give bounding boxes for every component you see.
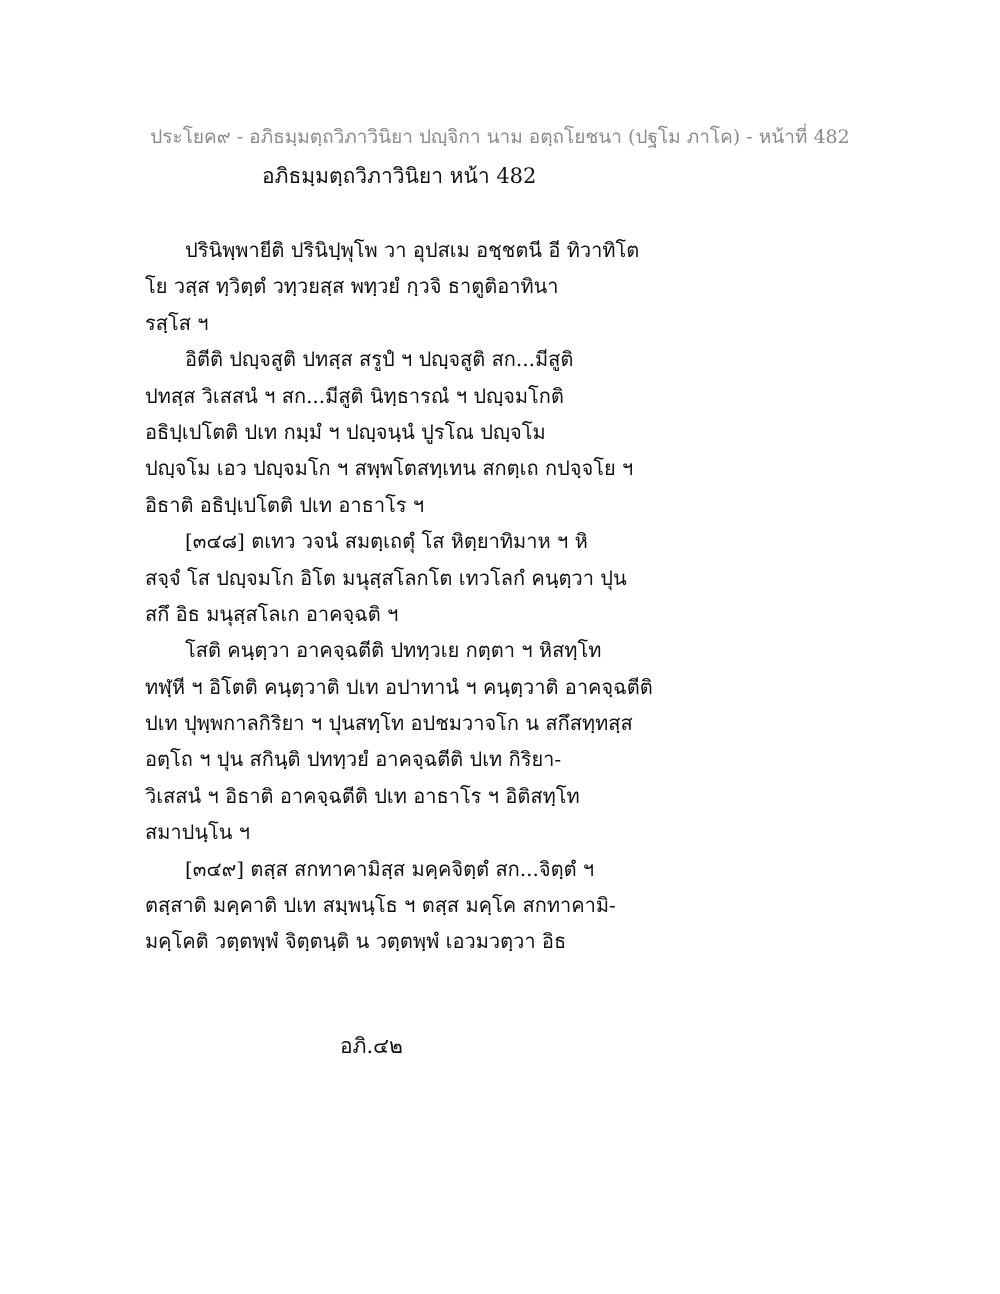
text-line: ปญฺจโม เอว ปญฺจมโก ฯ สพฺพโตสทฺเทน สกตฺเถ กปจฺจโย ฯ xyxy=(145,456,634,481)
text-line: ตสฺสาติ มคฺคาติ ปเท สมฺพนฺโธ ฯ ตสฺส มคฺโค สกทาคามิ- xyxy=(145,893,616,918)
text-line: อิธาติ อธิปฺเปโตติ ปเท อาธาโร ฯ xyxy=(145,492,425,517)
text-line: ปรินิพฺพายีติ ปรินิปฺพุโพ วา อุปสเม อชฺชตนี อี ทิวาทิโต xyxy=(185,238,640,262)
text-line: สจฺจํ โส ปญฺจมโก อิโต มนุสฺสโลกโต เทวโลกํ คนฺตฺวา ปุน xyxy=(145,565,627,590)
text-line: รสฺโส ฯ xyxy=(145,310,209,335)
text-line: [๓๔๘] ตเทว วจนํ สมตฺเถตุํ โส หิตฺยาทิมาห ฯ หิ xyxy=(185,529,588,554)
text-line: [๓๔๙] ตสฺส สกทาคามิสฺส มคฺคจิตฺตํ สก...จิตฺตํ ฯ xyxy=(185,856,595,881)
page-heading: อภิธมฺมตฺถวิภาวินิยา หน้า 482 xyxy=(262,164,537,188)
text-line: โสติ คนฺตฺวา อาคจฺฉตีติ ปททฺวเย กตฺตา ฯ หิสทฺโท xyxy=(185,638,602,663)
text-line: อตฺโถ ฯ ปุน สกินฺติ ปททฺวยํ อาคจฺฉตีติ ปเท กิริยา- xyxy=(145,747,562,772)
text-line: ปเท ปุพฺพกาลกิริยา ฯ ปุนสทฺโท อปชมวาจโก น สกึสทฺทสฺส xyxy=(145,711,633,736)
text-line: โย วสฺส ทฺวิตฺตํ วทฺวยสฺส พทฺวยํ กฺวจิ ธาตูติอาทินา xyxy=(145,274,559,299)
body-text xyxy=(145,232,705,960)
text-line: วิเสสนํ ฯ อิธาติ อาคจฺฉตีติ ปเท อาธาโร ฯ อิติสทฺโท xyxy=(145,783,580,808)
text-line: สกึ อิธ มนุสฺสโลเก อาคจฺฉติ ฯ xyxy=(145,601,399,626)
text-line: มคฺโคติ วตฺตพฺพํ จิตฺตนฺติ น วตฺตพฺพํ เอวมวตฺวา อิธ xyxy=(145,929,567,954)
text-line: ทฬฺหี ฯ อิโตติ คนฺตฺวาติ ปเท อปาทานํ ฯ คนฺตฺวาติ อาคจฺฉตีติ xyxy=(145,674,653,699)
text-line: อธิปฺเปโตติ ปเท กมฺมํ ฯ ปญฺจนฺนํ ปูรโณ ปญฺจโม xyxy=(145,419,546,444)
text-line: อิตีติ ปญฺจสูติ ปทสฺส สรูปํ ฯ ปญฺจสูติ สก...มีสูติ xyxy=(185,347,574,372)
text-line: สมาปนฺโน ฯ xyxy=(145,820,250,845)
running-header: ประโยค๙ - อภิธมฺมตฺถวิภาวินิยา ปญฺจิกา นาม อตฺถโยชนา (ปฐโม ภาโค) - หน้าที่ 482 xyxy=(150,126,850,148)
page-signature: อภิ.๔๒ xyxy=(340,1034,403,1058)
text-line: ปทสฺส วิเสสนํ ฯ สก...มีสูติ นิทฺธารณํ ฯ ปญฺจมโกติ xyxy=(145,383,564,408)
